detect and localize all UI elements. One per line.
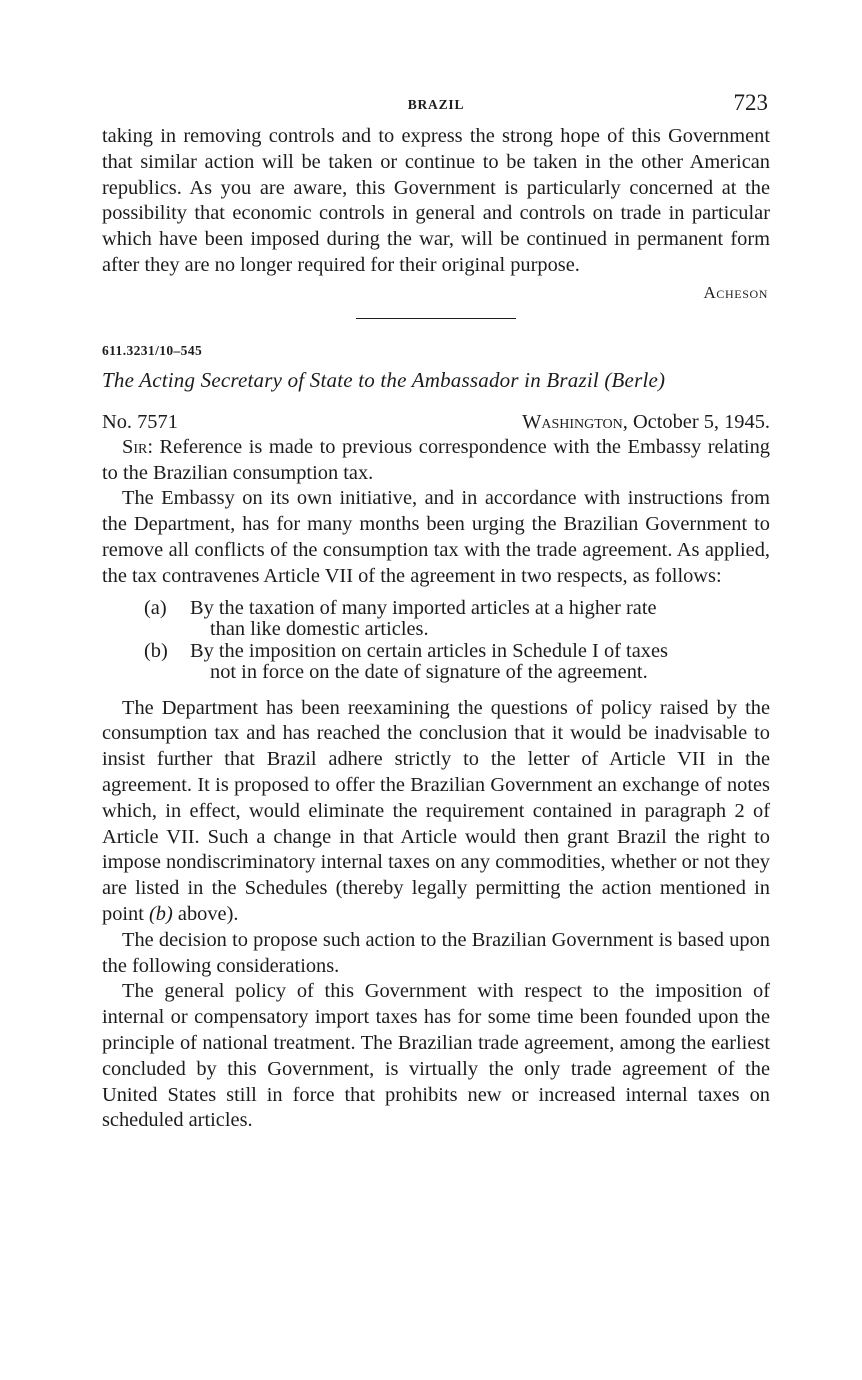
respects-list	[102, 598, 770, 684]
dateline-place: Washington	[522, 410, 623, 433]
list-item-text	[190, 598, 770, 641]
list-item-first-line: By the imposition on certain articles in Schedule I of taxes	[190, 639, 668, 662]
running-head	[102, 88, 770, 124]
paragraph-3-text: The Department has been reexamining the questions of policy raised by the consumption tax and has reached the conclusion that it would be inadvisable to insist further that Brazil adhere strictly to the letter of Article VII in the agreement. It is proposed to offer the Brazilian Government an exchange of notes which, in effect, would eliminate the requirement contained in paragraph 2 of Article VII. Such a change in that Article would then grant Brazil the right to impose nondiscriminatory internal taxes on any commodities, whether or not they are listed in the Schedules (thereby legally permitting the action mentioned in point	[102, 696, 770, 925]
running-head-title: BRAZIL	[407, 97, 465, 112]
document-page	[102, 88, 770, 1134]
previous-document-signature: Acheson	[703, 282, 768, 302]
list-item-continuation: not in force on the date of signature of the agreement.	[210, 661, 648, 684]
file-number: 611.3231/10–545	[102, 342, 203, 358]
paragraph-5: The general policy of this Government with respect to the imposition of internal or compensatory import taxes has for some time been founded upon the principle of national treatment. The Brazilian trade agreement, among the earliest concluded by this Government, is virtually the only trade agreement of the United States still in force that prohibits new or increased internal taxes on scheduled articles.	[102, 980, 770, 1132]
list-item	[102, 598, 770, 641]
salutation: Sir	[122, 435, 148, 458]
paragraph-1	[102, 435, 770, 487]
place-and-date	[522, 409, 770, 435]
page-number: 723	[733, 90, 768, 115]
paragraph-3-text-end: above).	[172, 902, 239, 925]
list-item-marker: (a)	[144, 596, 167, 619]
paragraph-2: The Embassy on its own initiative, and in accordance with instructions from the Department, has for many months been urging the Brazilian Government to remove all conflicts of the consumption tax with the trade agreement. As applied, the tax contravenes Article VII of the agreement in two respects, as follows:	[102, 487, 770, 587]
previous-document-closing-paragraph: taking in removing controls and to express the strong hope of this Government that similar action will be taken or continue to be taken in the other American republics. As you are aware, this Government is particularly concerned at the possibility that economic controls in general and controls on trade in particular which have been imposed during the war, will be continued in permanent form after they are no longer required for their original purpose.	[102, 125, 770, 276]
list-item-text	[190, 641, 770, 684]
section-divider-rule	[356, 318, 516, 319]
list-item-first-line: By the taxation of many imported articles at a higher rate	[190, 596, 657, 619]
list-item	[102, 641, 770, 684]
despatch-number: No. 7571	[102, 410, 178, 433]
paragraph-1-text: : Reference is made to previous correspondence with the Embassy relating to the Brazilian consumption tax.	[102, 435, 770, 484]
paragraph-3	[102, 696, 770, 928]
list-item-marker: (b)	[144, 639, 168, 662]
dateline-date: , October 5, 1945.	[622, 410, 770, 433]
document-heading: The Acting Secretary of State to the Ambassador in Brazil (Berle)	[102, 367, 666, 392]
list-item-continuation: than like domestic articles.	[210, 618, 429, 641]
dateline	[102, 409, 770, 435]
paragraph-4: The decision to propose such action to the Brazilian Government is based upon the following considerations.	[102, 928, 770, 977]
point-reference: (b)	[149, 902, 173, 925]
